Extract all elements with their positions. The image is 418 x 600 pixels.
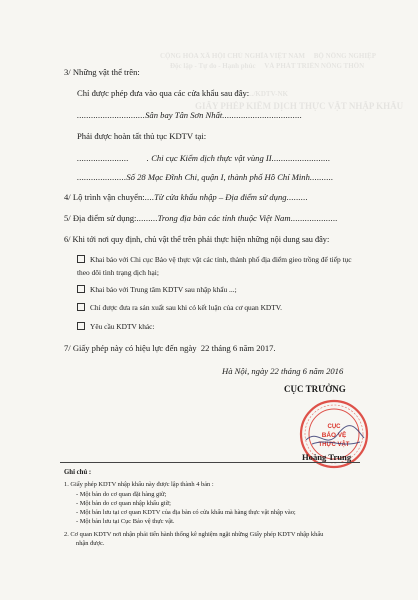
section-3-heading: 3/ Những vật thể trên: [64,67,140,77]
section-7-date: 22 tháng 6 năm 2017. [200,343,276,353]
option-1-continued: theo dõi tình trạng dịch hại; [77,268,159,277]
section-5-value: Trong địa bàn các tỉnh thuộc Việt Nam [157,213,291,223]
option-3-text: Chỉ được đưa ra sản xuất sau khi có kết luận của cơ quan KDTV. [90,303,282,312]
option-4-checkbox[interactable] [77,322,85,330]
section-7-line [64,343,276,354]
option-2-text: Khai báo với Trung tâm KDTV sau nhập khẩu ...; [90,285,237,294]
option-1-text: Khai báo với Chi cục Bảo vệ thực vật các tỉnh, thành phố địa điểm gieo trồng để tiếp tục [90,255,352,264]
bleed-through-text: GIẤY PHÉP KIỂM DỊCH THỰC VẬT NHẬP KHẨU [195,101,404,111]
section-6-heading: 6/ Khi tới nơi quy định, chủ vật thể trên phải thực hiện những nội dung sau đây: [64,235,330,244]
notes-title: Ghi chú : [64,469,92,476]
option-3 [77,302,282,313]
stamp-text-top: CỤC [327,424,341,430]
section-5-label: 5/ Địa điểm sử dụng: [64,213,137,223]
office-address-value: Số 28 Mạc Đĩnh Chi, quận I, thành phố Hồ Chí Minh [126,172,310,182]
note-2: 2. Cơ quan KDTV nơi nhận phải tiến hành thống kê nghiệm ngặt những Giấy phép KDTV nhập khẩu [64,531,324,538]
border-gate-line: .............................Sân bay Tân Sơn Nhất.................................. [77,110,303,120]
note-1-item: - Một bản do cơ quan đặt hàng giữ; [76,491,167,498]
note-1-item: - Một bản lưu tại cơ quan KDTV của địa bàn có cửa khẩu mà hàng thực vật nhập vào; [76,509,296,516]
office-line: ...................... . Chi cục Kiểm dịch thực vật vùng II......................... [77,153,331,163]
notes-divider [60,462,360,463]
option-4 [77,321,155,332]
option-1-checkbox[interactable] [77,255,85,263]
bleed-through-text: Số: ..../KDTV-NK [235,90,288,98]
place-date: Hà Nội, ngày 22 tháng 6 năm 2016 [222,366,344,376]
note-1-item: - Một bản do cơ quan nhập khẩu giữ; [76,500,171,507]
note-1-item: - Một bản lưu tại Cục Bảo vệ thực vật. [76,518,175,525]
bleed-through-text: Độc lập - Tự do - Hạnh phúc VÀ PHÁT TRIỂN NÔNG THÔN [170,62,365,70]
stamp-text-mid: BẢO VỆ [321,432,347,439]
option-1 [77,254,352,265]
office-address-line: .....................Số 28 Mạc Đĩnh Chi, quận I, thành phố Hồ Chí Minh.......... [77,172,334,182]
section-7-label: 7/ Giấy phép này có hiệu lực đến ngày [64,343,197,353]
section-5-line: 5/ Địa điểm sử dụng:.........Trong địa bàn các tỉnh thuộc Việt Nam.................... [64,213,338,223]
option-4-text: Yêu cầu KDTV khác: [90,322,155,331]
bleed-through-text: CỘNG HÒA XÃ HỘI CHỦ NGHĨA VIỆT NAM BỘ NÔNG NGHIỆP [160,52,376,60]
note-2-continued: nhận được. [76,540,105,547]
section-4-line: 4/ Lộ trình vận chuyển:....Từ cửa khẩu nhập – Địa điểm sử dụng......... [64,192,308,202]
section-4-value: Từ cửa khẩu nhập – Địa điểm sử dụng [154,192,287,202]
option-2-checkbox[interactable] [77,285,85,293]
option-3-checkbox[interactable] [77,303,85,311]
complete-procedure-label: Phải được hoàn tất thủ tục KDTV tại: [77,131,207,141]
signer-title: CỤC TRƯỞNG [284,384,346,394]
note-1: 1. Giấy phép KDTV nhập khẩu này được lập thành 4 bản : [64,481,214,488]
stamp-text-bot: THỰC VẬT [318,442,350,448]
section-3-only-via: Chỉ được phép đưa vào qua các cửa khẩu sau đây: [77,88,250,98]
border-gate-value: Sân bay Tân Sơn Nhất [145,110,223,120]
option-2 [77,284,237,295]
signer-name: Hoàng Trung [302,452,352,462]
section-4-label: 4/ Lộ trình vận chuyển: [64,192,145,202]
office-value: Chi cục Kiểm dịch thực vật vùng II [151,153,272,163]
